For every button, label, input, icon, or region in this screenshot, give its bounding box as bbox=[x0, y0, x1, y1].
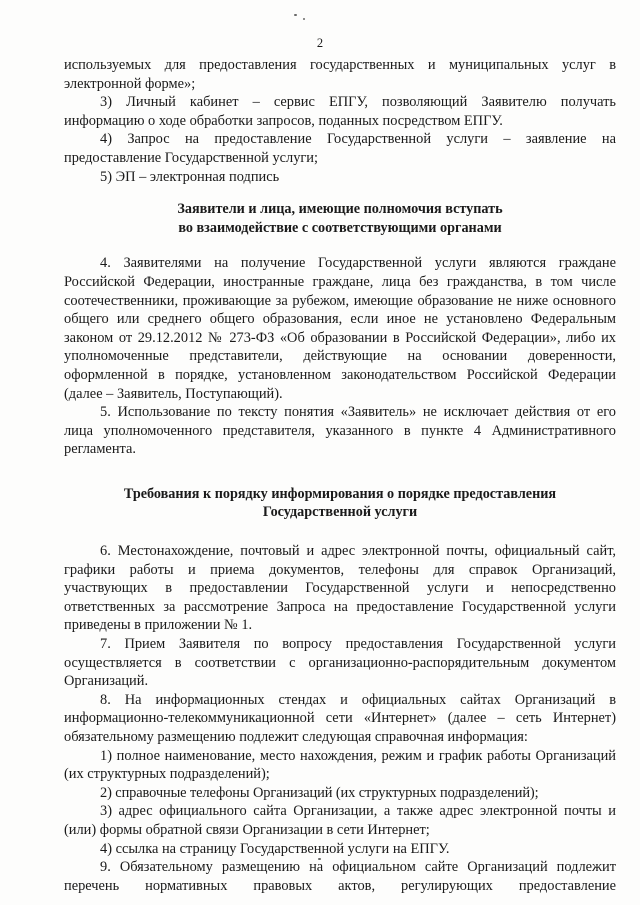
paragraph-7: 7. Прием Заявителя по вопросу предоставления Государственной услуги осуществляется в соответствии с организационно-распорядительным документом Организаций. bbox=[64, 636, 616, 690]
paragraph-continuation: используемых для предоставления государственных и муниципальных услуг в электронной форме»; bbox=[64, 57, 616, 92]
section-heading-line: Требования к порядку информирования о порядке предоставления bbox=[123, 485, 557, 502]
list-item-8-4: 4) ссылка на страницу Государственной услуги на ЕПГУ. bbox=[100, 840, 450, 857]
scan-speck bbox=[294, 14, 297, 16]
paragraph-6: 6. Местонахождение, почтовый и адрес электронной почты, официальный сайт, графики работы и приема документов, телефоны для справок Организаций, участвующих в предоставлении Государственной услуги и непосредственно ответственных за рассмотрение Запроса на предоставление Государственной услуги приведены в приложении № 1. bbox=[64, 543, 616, 634]
scan-speck bbox=[303, 18, 305, 20]
paragraph-definition-3: 3) Личный кабинет – сервис ЕПГУ, позволяющий Заявителю получать информацию о ходе обработки запросов, поданных посредством ЕПГУ. bbox=[64, 94, 616, 129]
list-item-8-3: 3) адрес официального сайта Организации, а также адрес электронной почты и (или) формы обратной связи Организации в сети Интернет; bbox=[64, 803, 616, 838]
paragraph-definition-4: 4) Запрос на предоставление Государственной услуги – заявление на предоставление Государственной услуги; bbox=[64, 131, 616, 166]
section-heading-line: во взаимодействие с соответствующими органами bbox=[178, 219, 502, 236]
paragraph-definition-5: 5) ЭП – электронная подпись bbox=[100, 168, 280, 185]
list-item-8-1: 1) полное наименование, место нахождения, режим и график работы Организаций (их структурных подразделений); bbox=[64, 747, 616, 783]
paragraph-8: 8. На информационных стендах и официальных сайтах Организаций в информационно-телекоммуникационной сети «Интернет» (далее – сеть Интернет) обязательному размещению подлежит следующая справочная информация: bbox=[64, 691, 616, 745]
page-number: 2 bbox=[316, 36, 324, 50]
document-body bbox=[64, 56, 616, 895]
paragraph-5: 5. Использование по тексту понятия «Заявитель» не исключает действия от его лица уполномоченного представителя, указанного в пункте 4 Административного регламента. bbox=[64, 404, 616, 458]
list-item-8-2: 2) справочные телефоны Организаций (их структурных подразделений); bbox=[100, 784, 539, 801]
section-heading-line: Заявители и лица, имеющие полномочия вступать bbox=[177, 201, 503, 218]
paragraph-9: 9. Обязательному размещению на официальном сайте Организаций подлежит перечень нормативных правовых актов, регулирующих предоставление bbox=[64, 859, 616, 894]
section-heading-applicants bbox=[64, 200, 616, 237]
paragraph-4: 4. Заявителями на получение Государственной услуги являются граждане Российской Федерации, иностранные граждане, лица без гражданства, в том числе соотечественники, проживающие за рубежом, имеющие образование не ниже основного общего или среднего общего образования, если иное не установлено Федеральным законом от 29.12.2012 № 273-ФЗ «Об образовании в Российской Федерации», либо их уполномоченные представители, действующие на основании доверенности, оформленной в порядке, установленном законодательством Российской Федерации (далее – Заявитель, Поступающий). bbox=[64, 255, 616, 402]
section-heading-line: Государственной услуги bbox=[262, 504, 418, 521]
section-heading-informing bbox=[64, 485, 616, 522]
